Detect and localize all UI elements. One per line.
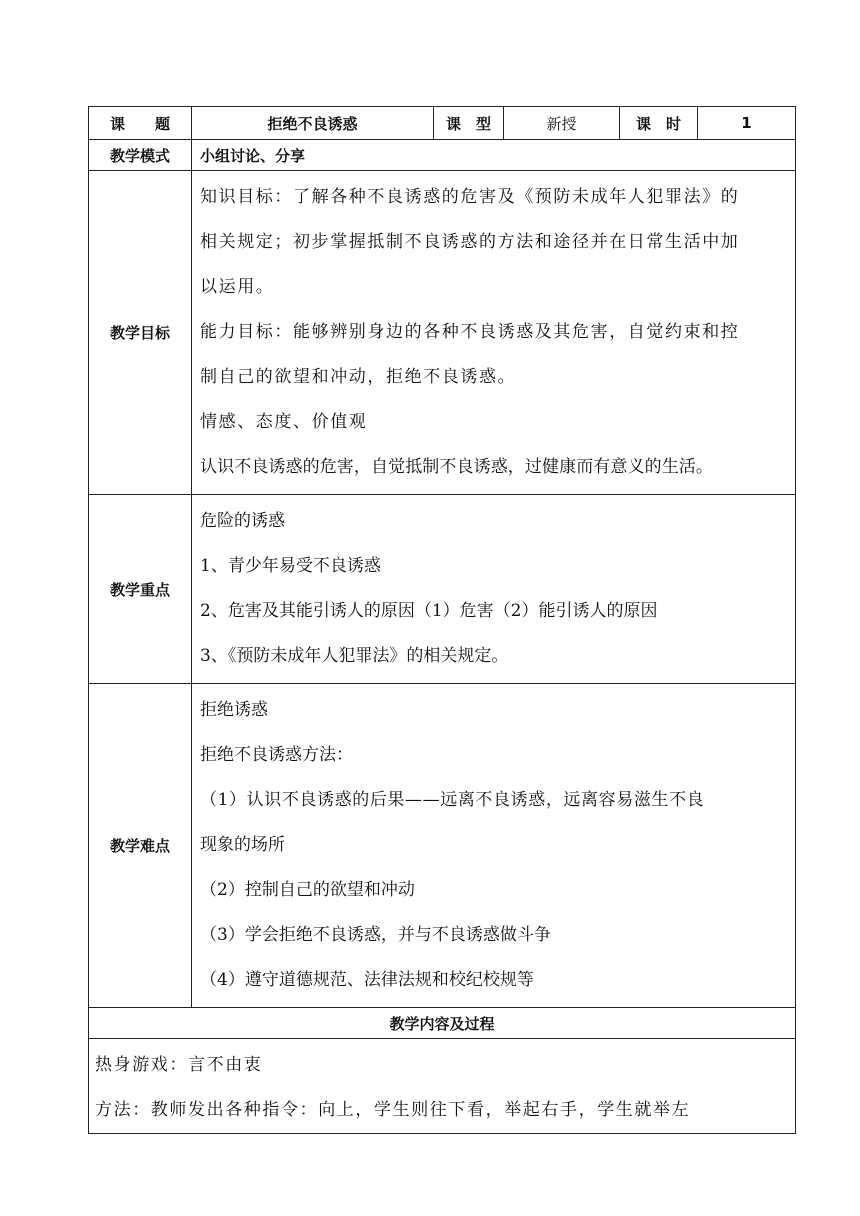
hours-label: 课 时 [620, 107, 698, 140]
difficult-points-line: （3）学会拒绝不良诱惑，并与不良诱惑做斗争 [200, 925, 551, 945]
mode-value: 小组讨论、分享 [192, 140, 796, 171]
difficult-points-line: 拒绝诱惑 [200, 700, 268, 720]
objectives-row [89, 171, 796, 495]
objectives-line: 相关规定；初步掌握抵制不良诱惑的方法和途径并在日常生活中加 [200, 232, 740, 252]
key-points-label: 教学重点 [89, 495, 192, 684]
header-row [89, 107, 796, 140]
objectives-content [192, 171, 796, 495]
type-value: 新授 [504, 107, 620, 140]
lesson-plan-table [88, 106, 796, 1134]
mode-row [89, 140, 796, 171]
objectives-label: 教学目标 [89, 171, 192, 495]
difficult-points-line: （4）遵守道德规范、法律法规和校纪校规等 [200, 970, 534, 990]
key-points-line: 3、《预防未成年人犯罪法》的相关规定。 [200, 646, 509, 666]
difficult-points-content [192, 684, 796, 1008]
key-points-line: 危险的诱惑 [200, 511, 285, 531]
objectives-line: 情感、态度、价值观 [200, 412, 368, 432]
difficult-points-label: 教学难点 [89, 684, 192, 1008]
process-label: 教学内容及过程 [89, 1008, 796, 1039]
difficult-points-row [89, 684, 796, 1008]
objectives-line: 制自己的欲望和冲动，拒绝不良诱惑。 [200, 367, 517, 387]
topic-label: 课 题 [89, 107, 192, 140]
objectives-line: 认识不良诱惑的危害，自觉抵制不良诱惑，过健康而有意义的生活。 [200, 457, 713, 477]
key-points-line: 1、青少年易受不良诱惑 [200, 556, 381, 576]
mode-label: 教学模式 [89, 140, 192, 171]
key-points-line: 2、危害及其能引诱人的原因（1）危害（2）能引诱人的原因 [200, 601, 658, 621]
objectives-line: 知识目标：了解各种不良诱惑的危害及《预防未成年人犯罪法》的 [200, 187, 740, 207]
key-points-content [192, 495, 796, 684]
key-points-row [89, 495, 796, 684]
process-line: 方法：教师发出各种指令：向上，学生则往下看，举起右手，学生就举左 [95, 1100, 691, 1120]
hours-value: 1 [698, 107, 796, 140]
process-header-row [89, 1008, 796, 1039]
objectives-line: 能力目标：能够辨别身边的各种不良诱惑及其危害，自觉约束和控 [200, 322, 740, 342]
topic-value: 拒绝不良诱惑 [192, 107, 434, 140]
process-line: 热身游戏：言不由衷 [95, 1055, 263, 1075]
objectives-line: 以运用。 [200, 277, 275, 297]
difficult-points-line: 拒绝不良诱惑方法： [200, 745, 353, 765]
difficult-points-line: 现象的场所 [200, 835, 285, 855]
difficult-points-line: （2）控制自己的欲望和冲动 [200, 880, 415, 900]
type-label: 课 型 [434, 107, 504, 140]
process-row [89, 1039, 796, 1134]
process-content [89, 1039, 796, 1134]
difficult-points-line: （1）认识不良诱惑的后果——远离不良诱惑，远离容易滋生不良 [200, 790, 705, 810]
